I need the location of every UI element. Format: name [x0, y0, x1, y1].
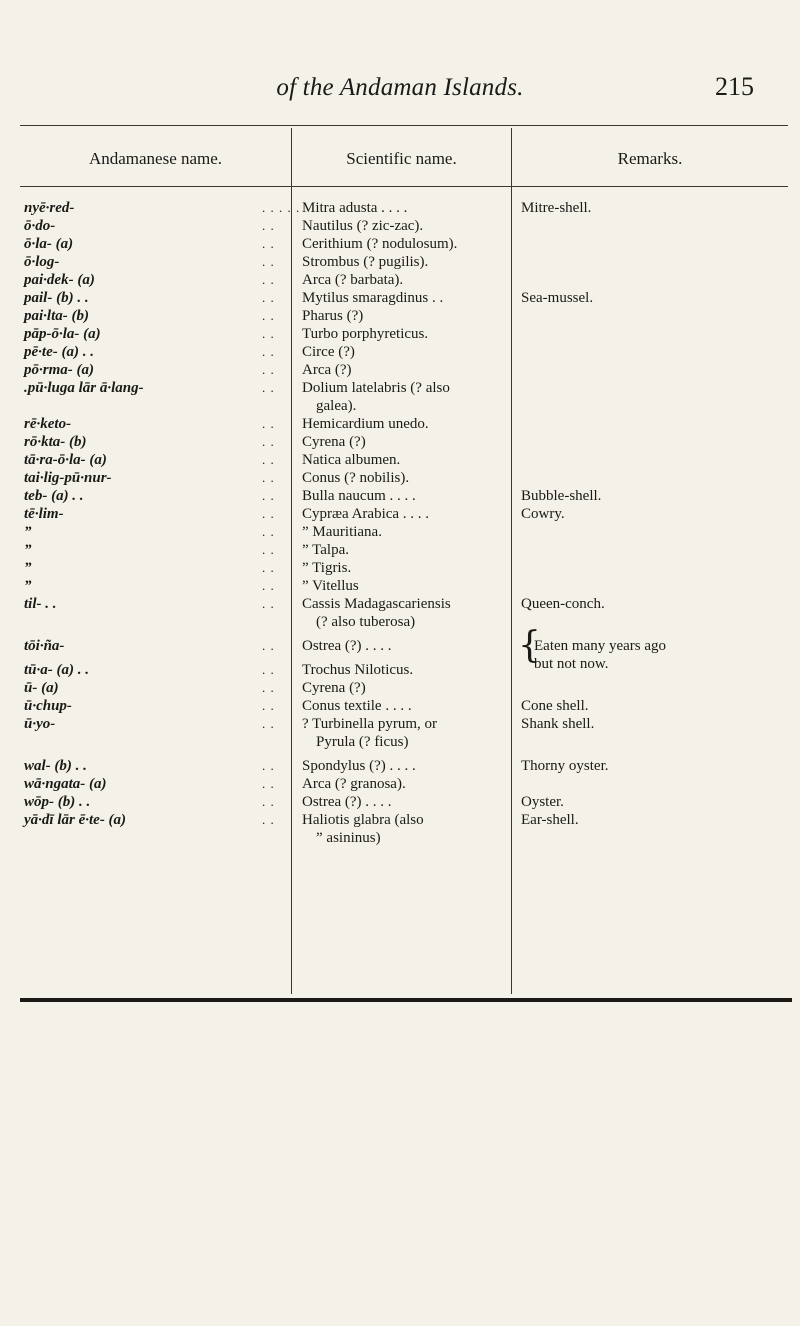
leader-dots: . .: [262, 680, 275, 695]
andamanese-name-cell: ū·chup-: [24, 698, 72, 714]
table-row: [0, 450, 800, 470]
leader-dots: . .: [262, 290, 275, 305]
table-row: [0, 378, 800, 414]
leader-dots: . .: [262, 812, 275, 827]
table-bottom-rule: [20, 998, 792, 1002]
andamanese-name-cell: pail- (b) . .: [24, 290, 89, 306]
leader-dots: . .: [262, 344, 275, 359]
andamanese-name-cell: ū·yo-: [24, 716, 56, 732]
leader-dots: . .: [262, 560, 275, 575]
scientific-name-cell: Dolium latelabris (? also: [302, 380, 450, 396]
andamanese-name-cell: teb- (a) . .: [24, 488, 84, 504]
leader-dots: . . . . .: [262, 200, 301, 215]
scientific-name-cell: Arca (? barbata).: [302, 272, 404, 288]
table-row: [0, 810, 800, 846]
scientific-name-cell: Circe (?): [302, 344, 355, 360]
table-row: [0, 414, 800, 434]
leader-dots: . .: [262, 218, 275, 233]
leader-dots: . .: [262, 716, 275, 731]
scientific-name-cell: ” Tigris.: [302, 560, 352, 576]
andamanese-name-cell: ”: [24, 524, 32, 540]
scientific-name-cell: Mitra adusta . . . .: [302, 200, 408, 216]
remarks-cell: Mitre-shell.: [521, 200, 592, 216]
andamanese-name-cell: pai·lta- (b): [24, 308, 89, 324]
leader-dots: . .: [262, 578, 275, 593]
table-row: [0, 216, 800, 236]
scientific-name-cell: Natica albumen.: [302, 452, 401, 468]
andamanese-name-cell: yā·dī lār ē·te- (a): [24, 812, 127, 828]
table-header-rule: [20, 186, 788, 187]
table-row: [0, 522, 800, 542]
leader-dots: . .: [262, 470, 275, 485]
leader-dots: . .: [262, 380, 275, 395]
table-row: [0, 324, 800, 344]
scientific-name-cell: Mytilus smaragdinus . .: [302, 290, 444, 306]
andamanese-name-cell: ō·do-: [24, 218, 56, 234]
table-row: [0, 486, 800, 506]
remarks-cell: Queen-conch.: [521, 596, 605, 612]
andamanese-name-cell: pō·rma- (a): [24, 362, 94, 378]
scientific-name-cell: Bulla naucum . . . .: [302, 488, 416, 504]
table-row: [0, 288, 800, 308]
andamanese-name-cell: nyē·red-: [24, 200, 75, 216]
leader-dots: . .: [262, 524, 275, 539]
remarks-cell: Cowry.: [521, 506, 565, 522]
andamanese-name-cell: ”: [24, 560, 32, 576]
andamanese-name-cell: ”: [24, 542, 32, 558]
running-header: of the Andaman Islands.: [276, 74, 524, 101]
scientific-name-continuation: ” asininus): [316, 830, 381, 846]
leader-dots: . .: [262, 794, 275, 809]
leader-dots: . .: [262, 254, 275, 269]
table-row: [0, 714, 800, 750]
leader-dots: . .: [262, 452, 275, 467]
table-row: [0, 594, 800, 630]
scientific-name-cell: ” Mauritiana.: [302, 524, 382, 540]
andamanese-name-cell: ”: [24, 578, 32, 594]
scientific-name-cell: Trochus Niloticus.: [302, 662, 414, 678]
andamanese-name-cell: wal- (b) . .: [24, 758, 87, 774]
table-row: [0, 432, 800, 452]
andamanese-name-cell: wōp- (b) . .: [24, 794, 91, 810]
leader-dots: . .: [262, 308, 275, 323]
andamanese-name-cell: tē·lim-: [24, 506, 64, 522]
scientific-name-cell: Conus textile . . . .: [302, 698, 412, 714]
leader-dots: . .: [262, 416, 275, 431]
remarks-continuation: but not now.: [534, 656, 609, 672]
table-row: [0, 342, 800, 362]
remarks-cell: Ear-shell.: [521, 812, 579, 828]
leader-dots: . .: [262, 638, 275, 653]
remarks-cell: Sea-mussel.: [521, 290, 594, 306]
leader-dots: . .: [262, 776, 275, 791]
leader-dots: . .: [262, 434, 275, 449]
table-row: [0, 792, 800, 812]
column-header-scientific: Scientific name.: [346, 149, 457, 168]
brace-mark: {: [518, 625, 541, 666]
scientific-name-cell: Cassis Madagascariensis: [302, 596, 451, 612]
scientific-name-cell: Ostrea (?) . . . .: [302, 638, 392, 654]
table-row: [0, 306, 800, 326]
scientific-name-cell: Cypræa Arabica . . . .: [302, 506, 430, 522]
leader-dots: . .: [262, 542, 275, 557]
leader-dots: . .: [262, 236, 275, 251]
scientific-name-cell: Arca (?): [302, 362, 352, 378]
table-row: [0, 270, 800, 290]
table-row: [0, 252, 800, 272]
andamanese-name-cell: pāp-ō·la- (a): [24, 326, 101, 342]
table-row: [0, 360, 800, 380]
andamanese-name-cell: tai·lig-pū·nur-: [24, 470, 112, 486]
leader-dots: . .: [262, 662, 275, 677]
scientific-name-cell: ” Talpa.: [302, 542, 349, 558]
remarks-cell: Shank shell.: [521, 716, 595, 732]
scientific-name-cell: ? Turbinella pyrum, or: [302, 716, 437, 732]
leader-dots: . .: [262, 698, 275, 713]
scientific-name-continuation: galea).: [316, 398, 357, 414]
leader-dots: . .: [262, 596, 275, 611]
scientific-name-cell: Conus (? nobilis).: [302, 470, 410, 486]
column-header-remarks: Remarks.: [617, 149, 683, 168]
scientific-name-cell: Arca (? granosa).: [302, 776, 406, 792]
scientific-name-continuation: Pyrula (? ficus): [316, 734, 409, 750]
andamanese-name-cell: tū·a- (a) . .: [24, 662, 89, 678]
table-row: [0, 756, 800, 776]
scientific-name-continuation: (? also tuberosa): [316, 614, 416, 630]
remarks-cell: Bubble-shell.: [521, 488, 602, 504]
remarks-cell: Cone shell.: [521, 698, 589, 714]
andamanese-name-cell: pai·dek- (a): [24, 272, 95, 288]
table-row: [0, 660, 800, 680]
andamanese-name-cell: tā·ra-ō·la- (a): [24, 452, 107, 468]
scientific-name-cell: Haliotis glabra (also: [302, 812, 424, 828]
andamanese-name-cell: pē·te- (a) . .: [24, 344, 94, 360]
table-row: [0, 234, 800, 254]
leader-dots: . .: [262, 272, 275, 287]
scientific-name-cell: Cyrena (?): [302, 434, 366, 450]
andamanese-name-cell: rē·keto-: [24, 416, 72, 432]
table-row: [0, 576, 800, 596]
scientific-name-cell: Nautilus (? zic-zac).: [302, 218, 424, 234]
andamanese-name-cell: rō·kta- (b): [24, 434, 87, 450]
andamanese-name-cell: ō·log-: [24, 254, 60, 270]
andamanese-name-cell: ō·la- (a): [24, 236, 74, 252]
page-number: 215: [715, 72, 754, 101]
scientific-name-cell: Strombus (? pugilis).: [302, 254, 429, 270]
scientific-name-cell: Hemicardium unedo.: [302, 416, 429, 432]
remarks-cell: Thorny oyster.: [521, 758, 609, 774]
table-row: [0, 198, 800, 218]
scientific-name-cell: Cerithium (? nodulosum).: [302, 236, 458, 252]
andamanese-name-cell: .pū·luga lār ā·lang-: [24, 380, 144, 396]
table-row: [0, 558, 800, 578]
table-row: [0, 468, 800, 488]
table-row: [0, 696, 800, 716]
scientific-name-cell: Cyrena (?): [302, 680, 366, 696]
leader-dots: . .: [262, 506, 275, 521]
table-row: [0, 678, 800, 698]
scientific-name-cell: ” Vitellus: [302, 578, 359, 594]
scientific-name-cell: Spondylus (?) . . . .: [302, 758, 416, 774]
table-row: [0, 504, 800, 524]
andamanese-name-cell: tōi·ña-: [24, 638, 65, 654]
leader-dots: . .: [262, 488, 275, 503]
leader-dots: . .: [262, 362, 275, 377]
scientific-name-cell: Turbo porphyreticus.: [302, 326, 429, 342]
scientific-name-cell: Pharus (?): [302, 308, 364, 324]
leader-dots: . .: [262, 758, 275, 773]
scientific-name-cell: Ostrea (?) . . . .: [302, 794, 392, 810]
leader-dots: . .: [262, 326, 275, 341]
table-row: [0, 540, 800, 560]
table-top-rule: [20, 125, 788, 126]
andamanese-name-cell: ū- (a): [24, 680, 59, 696]
remarks-cell: Eaten many years ago: [534, 638, 667, 654]
remarks-cell: Oyster.: [521, 794, 564, 810]
andamanese-name-cell: til- . .: [24, 596, 57, 612]
andamanese-name-cell: wā·ngata- (a): [24, 776, 107, 792]
column-header-andamanese: Andamanese name.: [88, 149, 223, 168]
table-row: [0, 774, 800, 794]
